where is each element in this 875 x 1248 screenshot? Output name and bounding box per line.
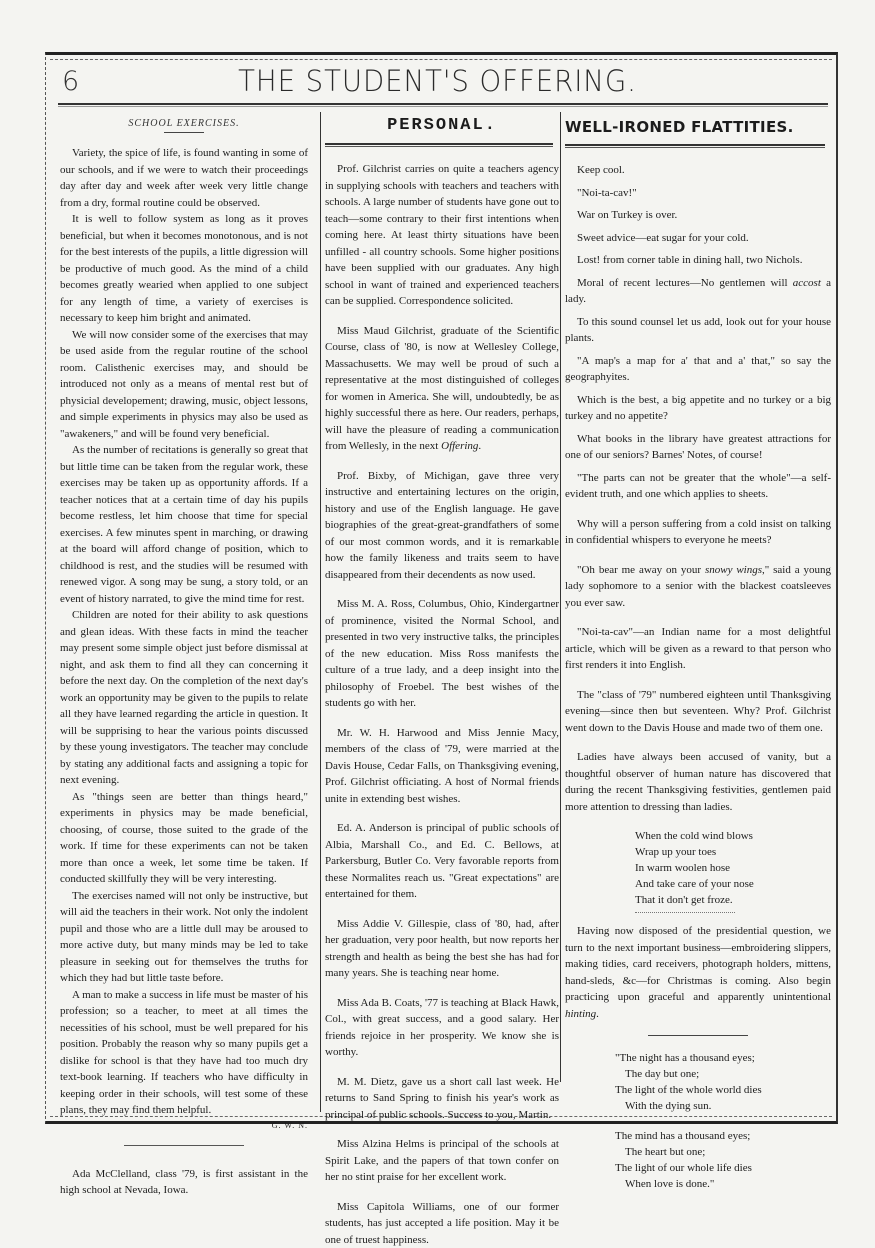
article-body <box>60 145 308 1119</box>
paragraph: We will now consider some of the exercises that may be used aside from the regular routine of the school room. Calisthenic exercises may, and should be introduced not only as a means of mental rest but of physicial developement; drawing, music, object lessons, and simple experiments in physics may also be used as "awakeners," and will be found very beneficial. <box>60 327 308 443</box>
personal-note: Ed. A. Anderson is principal of public schools of Albia, Marshall Co., and Ed. C. Bellows, at Parkersburg, Butler Co. Very favorable reports from these Normalites reach us. "Great expectations" are entertained for them. <box>325 820 559 903</box>
heading-rule <box>164 132 204 133</box>
personal-note: Miss Alzina Helms is principal of the schools at Spirit Lake, and the papers of that town confer on her no stint praise for her excellent work. <box>325 1136 559 1186</box>
poem-line: "The night has a thousand eyes; <box>615 1050 831 1066</box>
author-signature: G. W. N. <box>60 1119 308 1133</box>
flattity-item: "Noi-ta-cav"—an Indian name for a most delightful article, which will be given as a reward to that person who first renders it into English. <box>565 624 831 674</box>
masthead-title: THE STUDENT'S OFFERING. <box>22 64 853 98</box>
poem-stanza <box>615 1128 831 1192</box>
flattity-item: Sweet advice—eat sugar for your cold. <box>565 230 831 247</box>
paragraph: As the number of recitations is generally so great that but little time can be taken from the regular work, these exercises may be taken up as opportunity affords. If a teacher notices that at a certain time of day his pupils become restless, let him choose that time for special exercises. A few minutes spent in marching, or drawing at the board will afford change of position, which to childhood is rest, and the studies will be resumed with renewed vigor. A song may be sung, a story told, or an event of history narrated, to give the mind time for rest. <box>60 442 308 607</box>
article-separator <box>648 1035 748 1036</box>
flattity-item: "A map's a map for a' that and a' that," so say the geographyites. <box>565 353 831 386</box>
masthead-rule-thin <box>58 106 828 107</box>
paragraph: The exercises named will not only be instructive, but will aid the teachers in their work. Not only the indolent pupil and those who are a little dull may be aroused to more active duty, but many minds may be led to take pleasure in seeking out for themselves the truths for which they had but little taste before. <box>60 888 308 987</box>
personal-note: Miss Ada B. Coats, '77 is teaching at Black Hawk, Col., with great success, and a good salary. Her friends rejoice in her prosperity. We know she is worthy. <box>325 995 559 1061</box>
flattity-item: Moral of recent lectures—No gentlemen will accost a lady. <box>565 275 831 308</box>
paragraph: Variety, the spice of life, is found wanting in some of our schools, and if we were to watch their proceedings day after day and week after week very little change from a dry, formal routine could be observed. <box>60 145 308 211</box>
verse-line: When the cold wind blows <box>635 828 831 844</box>
personal-note: M. M. Dietz, gave us a short call last week. He returns to Sand Spring to finish his year's work as principal of public schools. Success to you, Martin. <box>325 1074 559 1124</box>
poem-line: The light of the whole world dies <box>615 1082 831 1098</box>
personal-note: Mr. W. H. Harwood and Miss Jennie Macy, members of the class of '79, were married at the Davis House, Cedar Falls, on Thanksgiving evening, Prof. Gilchrist officiating. A host of Normal friends unite in extending best wishes. <box>325 725 559 808</box>
article-body <box>325 161 559 1248</box>
flattity-item: The "class of '79" numbered eighteen until Thanksgiving evening—since then but seventeen. Why? Prof. Gilchrist went down to the Davis House and made two of them one. <box>565 687 831 737</box>
section-heading: PERSONAL. <box>325 116 559 135</box>
paragraph: Children are noted for their ability to ask questions and glean ideas. With these facts in mind the teacher may present some simple object just before dismissal at night, and ask them to find all they can concerning it before the next day. On the completion of the next day's work an opportunity may be given to the pupils to relate all they have learned regarding the article in question. It will be supprising to hear the various points discussed by these young investigators. The teacher may conclude by stating any additional facts and assigning a topic for next evening. <box>60 607 308 789</box>
section-heading: SCHOOL EXERCISES. <box>60 118 308 129</box>
personal-note: Prof. Gilchrist carries on quite a teachers agency in supplying schools with teachers and teachers with schools. A large number of students have gone out to teach—some contrary to their first intentions when coming here. At least thirty situations have been unfilled - all country schools. Some higher positions have been supplied with our graduates. Any high school in want of trained and experienced teachers can be supplied. Correspondence solicited. <box>325 161 559 310</box>
personal-note: Miss M. A. Ross, Columbus, Ohio, Kindergartner of prominence, visited the Normal School, and presented in two very instructive talks, the principles of the new education. Miss Ross manifests the culture of a true lady, and a deep insight into the philosophy of Froebel. The best wishes of the students go with her. <box>325 596 559 712</box>
personal-note: Miss Capitola Williams, one of our former students, has just accepted a life position. May it be one of truest happiness. <box>325 1199 559 1248</box>
personal-note: Miss Maud Gilchrist, graduate of the Scientific Course, class of '80, is now at Wellesley College, Massachusetts. We may well be proud of such a representative at the most distinguished of colleges for women in America. She will, undoubtedly, be as highly successful there as here. Our readers, perhaps, will have the pleasure of reading a communication from Wellesly, in the next Offering. <box>325 323 559 455</box>
paragraph: It is well to follow system as long as it proves beneficial, but when it becomes monotonous, and is not for the best interests of the pupils, a little digression will be productive of much good. As the mind of a child becomes greatly wearied when applied to one subject for any length of time, a variety of exercises is necessary to keep him bright and animated. <box>60 211 308 327</box>
verse-line: That it don't get froze. <box>635 892 831 908</box>
flattity-item: Which is the best, a big appetite and no turkey or a big turkey and no appetite? <box>565 392 831 425</box>
flattity-item: What books in the library have greatest attractions for one of our seniors? Barnes' Notes, of course! <box>565 431 831 464</box>
news-note: Ada McClelland, class '79, is first assistant in the high school at Nevada, Iowa. <box>60 1166 308 1199</box>
verse-line: Wrap up your toes <box>635 844 831 860</box>
flattity-item: To this sound counsel let us add, look out for your house plants. <box>565 314 831 347</box>
poem-line: The day but one; <box>615 1066 831 1082</box>
flattity-item: Why will a person suffering from a cold insist on talking in confidential whispers to everyone he meets? <box>565 516 831 549</box>
personal-note: Prof. Bixby, of Michigan, gave three very instructive and entertaining lectures on the origin, history and use of the English language. He gave biographies of the great-great-grandfathers of some of our most common words, and it is remarkable how the family likeness and traits seem to have disappeared from their decendents as now used. <box>325 468 559 584</box>
short-items <box>565 162 831 464</box>
article-separator <box>124 1145 244 1146</box>
flattity-item: Lost! from corner table in dining hall, two Nichols. <box>565 252 831 269</box>
poem-stanza <box>615 1050 831 1114</box>
section-heading: WELL-IRONED FLATTITIES. <box>565 118 831 136</box>
verse <box>635 828 831 908</box>
flattity-item: War on Turkey is over. <box>565 207 831 224</box>
paragraph: As "things seen are better than things heard," experiments in physics may be made beneficial, choosing, of course, those suited to the grade of the work. If time for these experiments can not be taken more than once a week, let some time be taken. If conducted skillfully they will be very interesting. <box>60 789 308 888</box>
poem-line: The heart but one; <box>615 1144 831 1160</box>
flattity-item: "Oh bear me away on your snowy wings," said a young lady sophomore to a senior with the blackest coatsleeves you ever saw. <box>565 562 831 612</box>
paragraph: A man to make a success in life must be master of his profession; so a teacher, to meet at all times the necessities of his school, must be well prepared for his position. Probably the reason why so many pupils get a dislike for school is that they have had too much dry text-book learning. If teachers who have difficulty in keeping order in their schools, will test some of these plans, they may find them helpful. <box>60 987 308 1119</box>
poem-line: The mind has a thousand eyes; <box>615 1128 831 1144</box>
poem-line: The light of our whole life dies <box>615 1160 831 1176</box>
closing-paragraph: Having now disposed of the presidential question, we turn to the next important business—embroidering slippers, making tidies, card receivers, photograph holders, mittens, hand-sleds, &c—for Christmas is coming. Also begin practicing upon graceful and apparently unintentional hinting. <box>565 923 831 1022</box>
heading-rule <box>565 144 825 148</box>
verse-rule <box>635 912 735 913</box>
personal-note: Miss Addie V. Gillespie, class of '80, had, after her graduation, very poor health, but now reports her strength and health as being the best she has had for many years. She is teaching near home. <box>325 916 559 982</box>
poem <box>615 1050 831 1192</box>
flattity-item: "The parts can not be greater that the whole"—a self-evident truth, and one which applies to sheets. <box>565 470 831 503</box>
column-flattities <box>560 112 831 1082</box>
verse-line: In warm woolen hose <box>635 860 831 876</box>
poem-line: When love is done." <box>615 1176 831 1192</box>
column-personal <box>320 112 559 1112</box>
poem-line: With the dying sun. <box>615 1098 831 1114</box>
column-school-exercises <box>60 112 308 1199</box>
items <box>565 470 831 816</box>
verse-line: And take care of your nose <box>635 876 831 892</box>
masthead-rule <box>58 103 828 105</box>
flattity-item: Ladies have always been accused of vanity, but a thoughtful observer of human nature has discovered that during the recent Thanksgiving festivities, gentlemen paid more attention to dressing than ladies. <box>565 749 831 815</box>
flattity-item: "Noi-ta-cav!" <box>565 185 831 202</box>
flattity-item: Keep cool. <box>565 162 831 179</box>
page-number: 6 <box>62 66 79 97</box>
heading-rule <box>325 143 553 147</box>
